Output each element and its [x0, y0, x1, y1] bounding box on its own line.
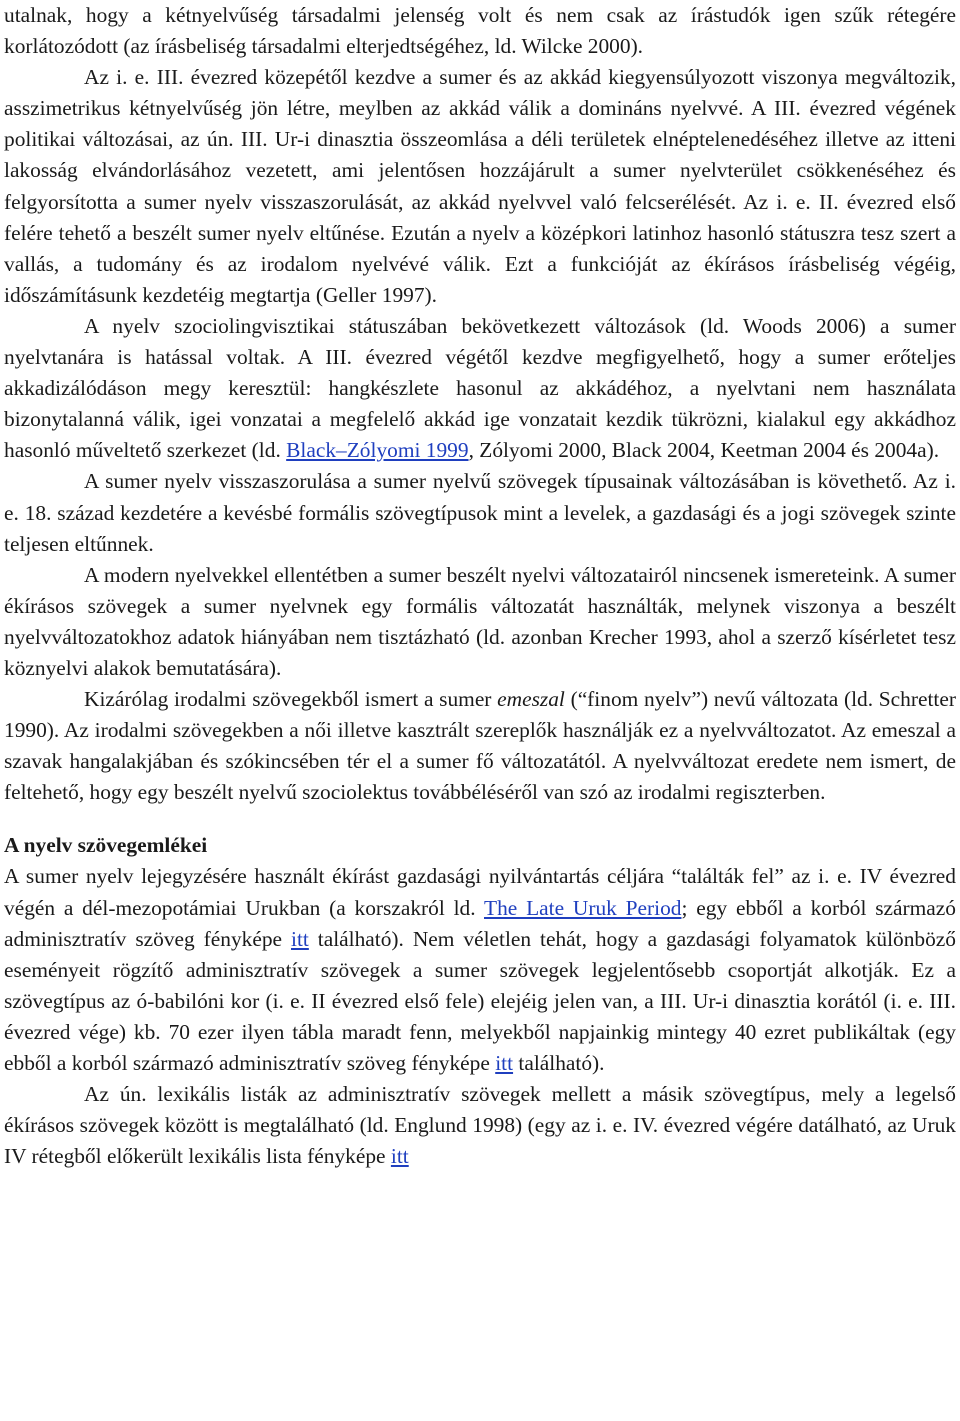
link-itt-3[interactable]: itt: [390, 1144, 409, 1169]
paragraph-intro-continuation: utalnak, hogy a kétnyelvűség társadalmi jelenség volt és nem csak az írástudók igen szűk rétegére korlátozódott (az írásbeliség társadalmi elterjedtségéhez, ld. Wilcke 2000).: [4, 3, 956, 59]
paragraph-cuneiform-origin: [4, 861, 956, 1079]
text-segment: Az ún. lexikális listák az adminisztratív szövegek mellett a másik szövegtípus, mely a legelső ékírásos szövegek között is megtalálható (ld. Englund 1998) (egy az i. e. IV. évezred végére datálható, az Uruk IV rétegből előkerült lexikális lista fényképe: [4, 1082, 956, 1169]
term-emeszal: emeszal: [497, 687, 565, 712]
paragraph-text-types-decline: A sumer nyelv visszaszorulása a sumer nyelvű szövegek típusainak változásában is követhető. Az i. e. 18. század kezdetére a kevésbé formális szövegtípusok mint a levelek, a gazdasági és a jogi szövegek szinte teljesen eltűnnek.: [4, 469, 956, 556]
paragraph-emesal: [4, 684, 956, 808]
text-segment: A nyelv szociolingvisztikai státuszában bekövetkezett változások (ld. Woods 2006) a sumer nyelvtanára is hatással voltak. A III. évezred végétől kezdve megfigyelhető, hogy a sumer erőteljes akkadizálódáson megy keresztül: hangkészlete hasonul az akkádéhoz, a nyelvtani nem használata bizonytalanná válik, igei vonzatai a megfelelő akkád ige vonzatait kezdik tükrözni, kialakul egy akkádhoz hasonló műveltető szerkezet (ld.: [4, 313, 956, 463]
section-heading: A nyelv szövegemlékei: [4, 833, 208, 858]
text-segment: A sumer nyelv lejegyzésére használt ékírást gazdasági nyilvántartás céljára “találták fel” az i. e. IV évezred végén a dél-mezopotámiai Urukban (a korszakról ld.: [4, 864, 956, 920]
text-segment: (“finom nyelv”) nevű változata (ld. Schretter 1990). Az irodalmi szövegekben a női illetve kasztrált szereplők használják ez a nyelvváltozatot. Az emeszal a szavak hangalakjában és szókincsében tér el a sumer fő változatától. A nyelvváltozat eredete nem ismert, de feltehető, hogy egy beszélt nyelvű szociolektus továbbéléséről van szó az irodalmi regiszterben.: [4, 687, 956, 805]
text-segment: található).: [513, 1051, 605, 1075]
link-itt-2[interactable]: itt: [495, 1051, 514, 1075]
text-segment: ; egy ebből a korból származó adminisztratív szöveg fényképe: [4, 895, 956, 951]
link-black-zolyomi-1999[interactable]: Black–Zólyomi 1999: [286, 438, 469, 463]
paragraph-asymmetric-bilingualism: Az i. e. III. évezred közepétől kezdve a sumer és az akkád kiegyensúlyozott viszonya megváltozik, asszimetrikus kétnyelvűség jön létre, meylben az akkád válik a domináns nyelvvé. A III. évezred végének politikai változásai, az ún. III. Ur-i dinasztia összeomlása a déli területek elnéptelenedéséhez illetve az itteni lakosság elvándorlásához vezetett, ami jelentősen hozzájárult a sumer nyelvterület csökkenéséhez és felgyorsította a sumer nyelv visszaszorulását, az akkád nyelvvel való felcserélését. Az i. e. II. évezred első felére tehető a beszélt sumer nyelv eltűnése. Ezután a nyelv a középkori latinhoz hasonló státuszra tesz szert a vallás, a tudomány és az irodalom nyelvévé válik. Ezt a funkcióját az ékírásos írásbeliség végéig, időszámításunk kezdetéig megtartja (Geller 1997).: [4, 65, 956, 307]
text-segment: Kizárólag irodalmi szövegekből ismert a sumer: [84, 687, 498, 712]
paragraph-lexical-lists: [4, 1079, 956, 1172]
text-segment: található). Nem véletlen tehát, hogy a gazdasági folyamatok különböző eseményeit rögzítő adminisztratív szövegek a sumer szövegek legjelentősebb csoportját alkotják. Ez a szövegtípus az ó-babilóni kor (i. e. II évezred első fele) elejéig jelen van, a III. Ur-i dinasztia korától (i. e. III. évezred vége) kb. 70 ezer ilyen tábla maradt fenn, melyekből napjainkig mintegy 40 ezret publikáltak (egy ebből a korból származó adminisztratív szöveg fényképe: [4, 926, 956, 1075]
link-itt-1[interactable]: itt: [291, 926, 309, 951]
text-segment: , Zólyomi 2000, Black 2004, Keetman 2004 és 2004a).: [468, 438, 940, 463]
link-late-uruk-period[interactable]: The Late Uruk Period: [484, 895, 682, 920]
paragraph-sociolinguistic-status: [4, 311, 956, 466]
paragraph-spoken-variants: A modern nyelvekkel ellentétben a sumer beszélt nyelvi változatairól nincsenek ismereteink. A sumer ékírásos szövegek a sumer nyelvnek egy formális változatát használták, melynek viszonya a beszélt nyelvváltozatokhoz adatok hiányában nem tisztázható (ld. azonban Krecher 1993, ahol a szerző kísérletet tesz köznyelvi alakok bemutatására).: [4, 562, 956, 680]
